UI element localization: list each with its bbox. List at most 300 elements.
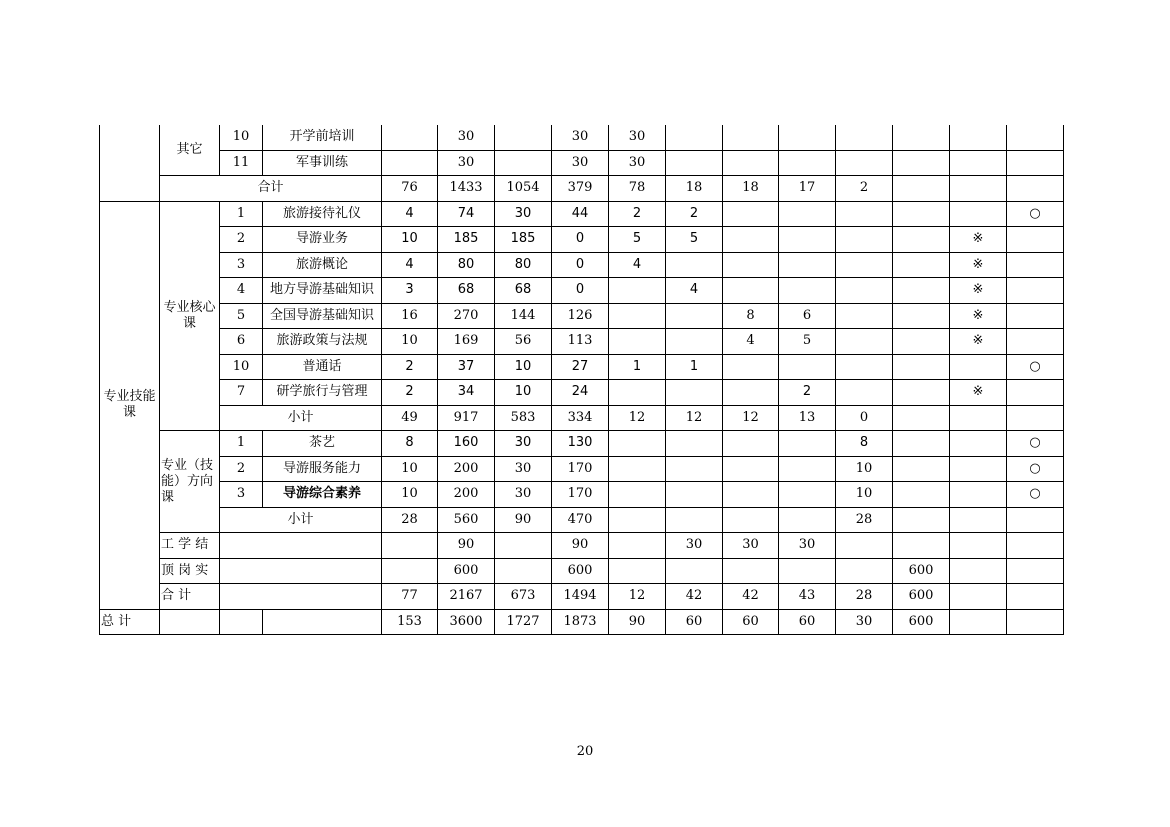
table-cell: 5 (779, 329, 836, 355)
table-cell (1007, 252, 1064, 278)
course-name: 旅游政策与法规 (263, 329, 382, 355)
subtotal-row (100, 507, 1064, 533)
table-cell (950, 507, 1007, 533)
table-cell (779, 227, 836, 253)
table-cell: 18 (666, 176, 723, 202)
table-cell: 68 (495, 278, 552, 304)
table-cell: 1727 (495, 609, 552, 635)
table-cell (723, 278, 779, 304)
table-cell: 30 (495, 201, 552, 227)
table-cell: 0 (552, 252, 609, 278)
table-cell (666, 303, 723, 329)
course-name: 旅游概论 (263, 252, 382, 278)
table-cell (950, 125, 1007, 150)
table-cell (893, 150, 950, 176)
table-cell (893, 482, 950, 508)
table-cell (220, 584, 382, 610)
table-cell (666, 558, 723, 584)
table-cell: 4 (382, 252, 438, 278)
course-name: 导游业务 (263, 227, 382, 253)
table-cell: 10 (495, 354, 552, 380)
table-cell: 583 (495, 405, 552, 431)
table-cell: 28 (836, 584, 893, 610)
table-cell (836, 329, 893, 355)
table-cell: 56 (495, 329, 552, 355)
table-cell (666, 456, 723, 482)
table-cell (1007, 227, 1064, 253)
table-cell: 30 (495, 482, 552, 508)
table-cell: 1494 (552, 584, 609, 610)
table-cell (160, 609, 220, 635)
table-cell (723, 227, 779, 253)
table-cell (723, 558, 779, 584)
table-cell: 200 (438, 482, 495, 508)
table-cell (950, 201, 1007, 227)
table-cell: 30 (495, 431, 552, 457)
table-cell (723, 201, 779, 227)
table-cell: 130 (552, 431, 609, 457)
table-cell: 77 (382, 584, 438, 610)
table-cell (779, 252, 836, 278)
table-cell (893, 456, 950, 482)
table-cell (220, 533, 382, 559)
table-cell: ※ (950, 303, 1007, 329)
table-cell (1007, 609, 1064, 635)
subtotal-label: 小计 (220, 405, 382, 431)
table-cell: 1433 (438, 176, 495, 202)
table-cell (779, 482, 836, 508)
table-cell: 10 (836, 482, 893, 508)
table-cell (609, 558, 666, 584)
table-cell: 2 (609, 201, 666, 227)
table-cell (893, 278, 950, 304)
table-cell: 30 (438, 125, 495, 150)
table-cell: 4 (382, 201, 438, 227)
table-cell (666, 252, 723, 278)
table-cell: ※ (950, 329, 1007, 355)
table-cell: 2 (220, 456, 263, 482)
table-cell (893, 252, 950, 278)
table-cell (893, 405, 950, 431)
table-cell (382, 125, 438, 150)
table-cell (893, 303, 950, 329)
table-cell: 30 (779, 533, 836, 559)
table-cell (1007, 533, 1064, 559)
grand-total-label: 总 计 (100, 609, 160, 635)
table-cell: 42 (723, 584, 779, 610)
table-cell (1007, 125, 1064, 150)
table-cell (666, 431, 723, 457)
table-cell: 30 (609, 150, 666, 176)
table-cell (950, 584, 1007, 610)
table-cell: ※ (950, 380, 1007, 406)
row-label: 工 学 结 (160, 533, 220, 559)
table-cell: 10 (836, 456, 893, 482)
table-cell (893, 507, 950, 533)
table-cell (779, 354, 836, 380)
table-cell (1007, 584, 1064, 610)
table-cell (950, 431, 1007, 457)
table-cell: ※ (950, 278, 1007, 304)
table-cell: ○ (1007, 201, 1064, 227)
table-cell: 30 (552, 150, 609, 176)
table-cell (836, 201, 893, 227)
page-number: 20 (576, 744, 594, 759)
table-cell: 3 (220, 252, 263, 278)
table-cell: 2 (220, 227, 263, 253)
table-cell: 334 (552, 405, 609, 431)
table-cell (495, 533, 552, 559)
table-cell: 28 (836, 507, 893, 533)
table-cell: 113 (552, 329, 609, 355)
table-cell (893, 329, 950, 355)
table-row (100, 303, 1064, 329)
course-name: 导游综合素养 (263, 482, 382, 508)
table-cell (723, 125, 779, 150)
table-cell: 144 (495, 303, 552, 329)
table-cell (723, 252, 779, 278)
table-cell: ※ (950, 252, 1007, 278)
table-cell (723, 456, 779, 482)
table-cell (950, 150, 1007, 176)
table-cell: 0 (552, 278, 609, 304)
table-cell (1007, 329, 1064, 355)
table-cell: 5 (666, 227, 723, 253)
table-cell (495, 558, 552, 584)
table-row (100, 150, 1064, 176)
course-name: 茶艺 (263, 431, 382, 457)
table-cell: ○ (1007, 354, 1064, 380)
table-cell: 10 (382, 227, 438, 253)
table-cell: 28 (382, 507, 438, 533)
table-cell (836, 558, 893, 584)
table-cell (723, 380, 779, 406)
table-cell (723, 482, 779, 508)
table-row (100, 456, 1064, 482)
table-cell: 30 (438, 150, 495, 176)
table-cell: 44 (552, 201, 609, 227)
table-cell (1007, 176, 1064, 202)
table-row (100, 278, 1064, 304)
table-cell (609, 329, 666, 355)
table-cell: 200 (438, 456, 495, 482)
table-cell: 60 (779, 609, 836, 635)
table-cell (1007, 380, 1064, 406)
table-cell (836, 354, 893, 380)
table-cell (1007, 507, 1064, 533)
table-row (100, 431, 1064, 457)
table-cell: 90 (552, 533, 609, 559)
table-cell (723, 354, 779, 380)
table-cell: 560 (438, 507, 495, 533)
table-cell: 17 (779, 176, 836, 202)
course-name: 全国导游基础知识 (263, 303, 382, 329)
table-cell: 1 (220, 201, 263, 227)
table-cell: 30 (495, 456, 552, 482)
table-cell: 170 (552, 482, 609, 508)
table-cell: ○ (1007, 431, 1064, 457)
table-cell: 153 (382, 609, 438, 635)
table-cell (666, 380, 723, 406)
table-cell: 8 (836, 431, 893, 457)
table-cell: 600 (893, 609, 950, 635)
table-cell (836, 380, 893, 406)
table-cell (609, 533, 666, 559)
table-row (100, 201, 1064, 227)
table-cell (609, 303, 666, 329)
table-cell: 600 (552, 558, 609, 584)
table-cell (836, 278, 893, 304)
table-cell (666, 507, 723, 533)
table-row (100, 482, 1064, 508)
course-name: 开学前培训 (263, 125, 382, 150)
table-cell (836, 252, 893, 278)
table-cell (893, 380, 950, 406)
table-cell (1007, 558, 1064, 584)
table-cell: 12 (609, 584, 666, 610)
table-cell: 1 (666, 354, 723, 380)
table-row (100, 380, 1064, 406)
table-cell: 379 (552, 176, 609, 202)
table-cell: 4 (220, 278, 263, 304)
subtotal-row (100, 405, 1064, 431)
table-cell: 169 (438, 329, 495, 355)
table-cell (263, 609, 382, 635)
table-cell: 43 (779, 584, 836, 610)
table-cell (950, 176, 1007, 202)
table-cell (893, 227, 950, 253)
table-cell: 60 (666, 609, 723, 635)
table-cell (1007, 303, 1064, 329)
table-cell (666, 482, 723, 508)
table-cell: 1054 (495, 176, 552, 202)
row-label: 顶 岗 实 (160, 558, 220, 584)
table-cell (893, 354, 950, 380)
table-cell: 12 (666, 405, 723, 431)
category-label: 专业技能课 (100, 201, 160, 609)
table-cell (950, 456, 1007, 482)
table-cell: 12 (723, 405, 779, 431)
table-cell: 2 (382, 354, 438, 380)
table-cell: 30 (723, 533, 779, 559)
table-cell (779, 278, 836, 304)
table-cell: 5 (220, 303, 263, 329)
table-cell: 13 (779, 405, 836, 431)
table-cell: 30 (609, 125, 666, 150)
table-cell: 3 (220, 482, 263, 508)
table-cell (382, 150, 438, 176)
table-cell (779, 558, 836, 584)
grand-total-row (100, 609, 1064, 635)
table-cell: 74 (438, 201, 495, 227)
group-label: 其它 (160, 125, 220, 176)
table-cell (779, 150, 836, 176)
table-cell: 12 (609, 405, 666, 431)
table-cell (893, 125, 950, 150)
table-cell: 4 (666, 278, 723, 304)
table-cell (779, 125, 836, 150)
table-cell (609, 482, 666, 508)
total-row (100, 176, 1064, 202)
table-cell: 4 (609, 252, 666, 278)
table-cell (779, 201, 836, 227)
table-cell: 600 (893, 558, 950, 584)
category-cell (100, 125, 160, 201)
table-cell: 90 (495, 507, 552, 533)
table-body (100, 125, 1064, 635)
table-cell: 600 (438, 558, 495, 584)
table-cell: 10 (382, 456, 438, 482)
table-cell: 30 (836, 609, 893, 635)
table-row (100, 329, 1064, 355)
table-cell (666, 329, 723, 355)
curriculum-table (99, 125, 1064, 635)
table-cell (950, 354, 1007, 380)
table-cell: 80 (438, 252, 495, 278)
subtotal-label: 小计 (220, 507, 382, 533)
table-row (100, 125, 1064, 150)
table-cell (836, 303, 893, 329)
table-cell: 1 (220, 431, 263, 457)
table-cell (1007, 278, 1064, 304)
row-label: 合 计 (160, 584, 220, 610)
table-cell: 170 (552, 456, 609, 482)
table-cell: ○ (1007, 482, 1064, 508)
table-cell (220, 609, 263, 635)
group-label: 专业（技能）方向课 (160, 431, 220, 533)
table-cell (609, 278, 666, 304)
table-cell: 6 (220, 329, 263, 355)
table-cell (495, 125, 552, 150)
table-cell: 7 (220, 380, 263, 406)
table-cell: 4 (723, 329, 779, 355)
table-cell: 673 (495, 584, 552, 610)
table-cell: 2 (836, 176, 893, 202)
table-cell (609, 507, 666, 533)
table-cell (1007, 150, 1064, 176)
table-cell (779, 507, 836, 533)
table-cell: 27 (552, 354, 609, 380)
table-cell (836, 533, 893, 559)
table-cell: 1873 (552, 609, 609, 635)
table-cell (893, 431, 950, 457)
table-cell: 10 (220, 125, 263, 150)
course-name: 旅游接待礼仪 (263, 201, 382, 227)
table-cell: 917 (438, 405, 495, 431)
table-row (100, 354, 1064, 380)
table-cell: 160 (438, 431, 495, 457)
table-cell: 185 (438, 227, 495, 253)
table-cell: 16 (382, 303, 438, 329)
table-cell: ○ (1007, 456, 1064, 482)
table-cell (836, 227, 893, 253)
total-label: 合计 (160, 176, 382, 202)
table-cell (950, 482, 1007, 508)
table-cell (836, 125, 893, 150)
table-cell: 470 (552, 507, 609, 533)
table-cell: 10 (382, 329, 438, 355)
table-cell (609, 431, 666, 457)
table-cell: 49 (382, 405, 438, 431)
table-cell: 34 (438, 380, 495, 406)
course-name: 地方导游基础知识 (263, 278, 382, 304)
table-cell (779, 456, 836, 482)
table-cell (666, 125, 723, 150)
table-cell: 3600 (438, 609, 495, 635)
table-cell: 3 (382, 278, 438, 304)
table-cell: 78 (609, 176, 666, 202)
table-row (100, 227, 1064, 253)
table-cell: 2 (382, 380, 438, 406)
table-cell: 42 (666, 584, 723, 610)
course-name: 研学旅行与管理 (263, 380, 382, 406)
table-row (100, 252, 1064, 278)
table-cell: 18 (723, 176, 779, 202)
table-cell: 6 (779, 303, 836, 329)
table-cell: 11 (220, 150, 263, 176)
table-cell: 10 (382, 482, 438, 508)
table-cell (723, 507, 779, 533)
table-cell (495, 150, 552, 176)
table-cell: 30 (666, 533, 723, 559)
table-cell: 30 (552, 125, 609, 150)
course-name: 普通话 (263, 354, 382, 380)
table-cell: 0 (836, 405, 893, 431)
course-name: 军事训练 (263, 150, 382, 176)
table-cell: 5 (609, 227, 666, 253)
table-cell (723, 150, 779, 176)
table-cell (666, 150, 723, 176)
table-cell: 60 (723, 609, 779, 635)
table-cell: 90 (438, 533, 495, 559)
table-cell: 24 (552, 380, 609, 406)
table-cell: 10 (220, 354, 263, 380)
table-cell: 80 (495, 252, 552, 278)
table-cell: 2 (779, 380, 836, 406)
table-cell (950, 533, 1007, 559)
table-cell: 1 (609, 354, 666, 380)
table-cell: 600 (893, 584, 950, 610)
table-cell: 8 (723, 303, 779, 329)
table-cell: 90 (609, 609, 666, 635)
table-cell (1007, 405, 1064, 431)
table-cell (836, 150, 893, 176)
table-cell: 2167 (438, 584, 495, 610)
table-cell (382, 558, 438, 584)
table-cell (950, 558, 1007, 584)
group-label: 专业核心课 (160, 201, 220, 431)
work-study-row (100, 533, 1064, 559)
table-cell: 68 (438, 278, 495, 304)
table-cell: 126 (552, 303, 609, 329)
table-cell (382, 533, 438, 559)
table-cell (893, 201, 950, 227)
skill-total-row (100, 584, 1064, 610)
table-cell: 270 (438, 303, 495, 329)
table-cell (950, 405, 1007, 431)
table-cell (893, 176, 950, 202)
table-cell: 185 (495, 227, 552, 253)
course-name: 导游服务能力 (263, 456, 382, 482)
table-cell: ※ (950, 227, 1007, 253)
table-cell (609, 380, 666, 406)
table-cell (609, 456, 666, 482)
table-cell (723, 431, 779, 457)
table-cell: 10 (495, 380, 552, 406)
table-cell (779, 431, 836, 457)
table-cell (893, 533, 950, 559)
table-cell (220, 558, 382, 584)
